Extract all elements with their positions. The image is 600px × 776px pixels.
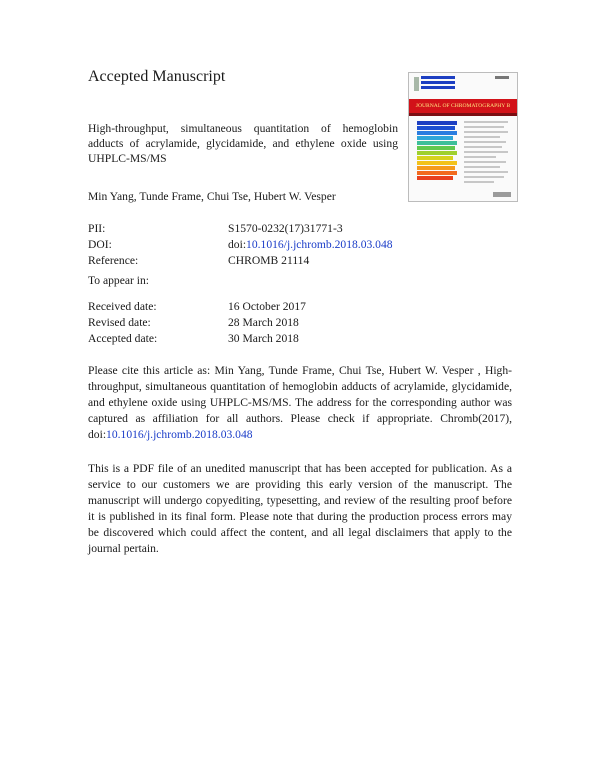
citation-doi-prefix: doi:	[88, 428, 107, 441]
page-heading: Accepted Manuscript	[88, 68, 226, 85]
cover-publisher-logo-icon	[493, 192, 511, 197]
accepted-row	[88, 331, 528, 347]
doi-prefix: doi:	[228, 238, 247, 251]
cover-header-bars	[421, 76, 455, 91]
pii-label: PII:	[88, 222, 106, 235]
citation-text: Please cite this article as: Min Yang, Tunde Frame, Chui Tse, Hubert W. Vesper , High-throughput, simultaneous quantitation of hemoglobin adducts of acrylamide, glycidamide, and ethylene oxide using UHPLC-MS/MS. The address for the corresponding author was captured as affiliation for all authors. Please check if appropriate. Chromb(2017),	[88, 364, 512, 425]
cover-stripe	[417, 176, 453, 180]
pii-row	[88, 221, 528, 237]
publisher-logo-icon	[414, 77, 419, 91]
received-value: 16 October 2017	[228, 300, 306, 313]
doi-link[interactable]: 10.1016/j.jchromb.2018.03.048	[246, 238, 393, 251]
cover-color-stripes	[417, 121, 457, 181]
revised-value: 28 March 2018	[228, 316, 299, 329]
to-appear-in: To appear in:	[88, 274, 149, 287]
cover-text-lines	[464, 121, 508, 186]
citation-paragraph	[88, 363, 512, 443]
cover-stripe	[417, 161, 457, 165]
cover-stripe	[417, 146, 455, 150]
citation-doi-link[interactable]: 10.1016/j.jchromb.2018.03.048	[106, 428, 253, 441]
cover-stripe	[417, 121, 457, 125]
cover-journal-band: JOURNAL OF CHROMATOGRAPHY B	[409, 99, 517, 113]
reference-value: CHROMB 21114	[228, 254, 310, 267]
accepted-value: 30 March 2018	[228, 332, 299, 345]
cover-stripe	[417, 141, 457, 145]
reference-row	[88, 253, 528, 269]
cover-sub-band	[409, 113, 517, 116]
article-authors: Min Yang, Tunde Frame, Chui Tse, Hubert W. Vesper	[88, 190, 336, 203]
cover-stripe	[417, 156, 453, 160]
doi-row	[88, 237, 528, 253]
received-label: Received date:	[88, 300, 157, 313]
pii-value: S1570-0232(17)31771-3	[228, 222, 343, 235]
received-row	[88, 299, 528, 315]
revised-row	[88, 315, 528, 331]
article-title: High-throughput, simultaneous quantitation of hemoglobin adducts of acrylamide, glycidamide, and ethylene oxide using UHPLC-MS/MS	[88, 122, 398, 165]
manuscript-dates	[88, 299, 528, 347]
revised-label: Revised date:	[88, 316, 151, 329]
cover-stripe	[417, 171, 457, 175]
cover-issn-mark	[495, 76, 509, 79]
reference-label: Reference:	[88, 254, 139, 267]
doi-label: DOI:	[88, 238, 112, 251]
disclaimer-paragraph: This is a PDF file of an unedited manuscript that has been accepted for publication. As a service to our customers we are providing this early version of the manuscript. The manuscript will undergo copyediting, typesetting, and review of the resulting proof before it is published in its final form. Please note that during the production process errors may be discovered which could affect the content, and all legal disclaimers that apply to the journal pertain.	[88, 462, 512, 555]
cover-stripe	[417, 166, 455, 170]
cover-stripe	[417, 131, 457, 135]
manuscript-metadata	[88, 221, 528, 269]
cover-stripe	[417, 126, 455, 130]
cover-stripe	[417, 151, 457, 155]
accepted-label: Accepted date:	[88, 332, 158, 345]
journal-cover-thumbnail	[408, 72, 518, 202]
cover-stripe	[417, 136, 453, 140]
